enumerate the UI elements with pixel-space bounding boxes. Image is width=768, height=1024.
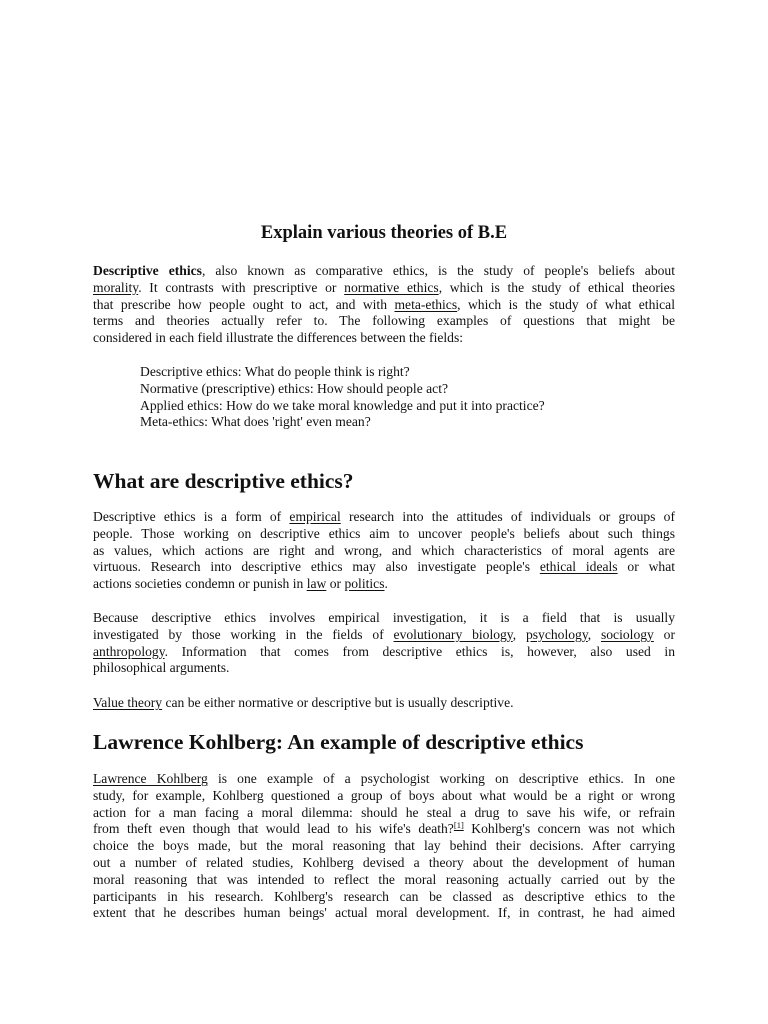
link-evolutionary-biology[interactable]: evolutionary biology bbox=[393, 626, 513, 642]
link-morality[interactable]: morality bbox=[93, 279, 139, 295]
link-lawrence-kohlberg[interactable]: Lawrence Kohlberg bbox=[93, 771, 208, 786]
list-item: Meta-ethics: What does 'right' even mean? bbox=[140, 414, 371, 430]
list-item: Descriptive ethics: What do people think is right? bbox=[140, 364, 410, 379]
link-value-theory[interactable]: Value theory bbox=[93, 695, 163, 710]
link-empirical[interactable]: empirical bbox=[289, 509, 341, 524]
link-ethical-ideals[interactable]: ethical ideals bbox=[539, 559, 618, 575]
document-title: Explain various theories of B.E bbox=[260, 223, 508, 243]
paragraph-value-theory: Value theory can be either normative or descriptive but is usually descriptive. bbox=[93, 695, 514, 710]
link-politics[interactable]: politics bbox=[344, 576, 385, 592]
paragraph-kohlberg: Lawrence Kohlberg is one example of a psychologist working on descriptive ethics. In one study, for example, Kohlberg questioned a group of boys about what would be a right or wrong action for a man facing a moral dilemma: should he steal a drug to save his wife, or refrain from theft even though that would lead to his wife's death?[1] Kohlberg's concern was not which choice the boys made, but the moral reasoning that lay behind their decisions. After carrying out a number of related studies, Kohlberg devised a theory about the development of human moral reasoning that was intended to reflect the moral reasoning actually carried out by the participants in his research. Kohlberg's research can be classed as descriptive ethics to the extent that he describes human beings' actual moral development. If, in contrast, he had aimed bbox=[93, 771, 676, 921]
term-descriptive-ethics: Descriptive ethics bbox=[93, 263, 202, 278]
paragraph-what: Descriptive ethics is a form of empirical research into the attitudes of individuals or groups of people. Those working on descriptive ethics aim to uncover people's beliefs about such things as values, which actions are right and wrong, and which characteristics of moral agents are virtuous. Research into descriptive ethics may also investigate people's ethical ideals or what actions societies condemn or punish in law or politics. bbox=[93, 509, 676, 592]
link-sociology[interactable]: sociology bbox=[600, 626, 654, 642]
link-law[interactable]: law bbox=[306, 576, 327, 592]
list-item: Applied ethics: How do we take moral knowledge and put it into practice? bbox=[140, 397, 545, 413]
link-normative-ethics[interactable]: normative ethics bbox=[344, 279, 439, 295]
link-psychology[interactable]: psychology bbox=[525, 626, 588, 642]
examples-list bbox=[140, 364, 545, 431]
footnote-link[interactable]: [1] bbox=[453, 820, 464, 831]
intro-paragraph: Descriptive ethics, also known as comparative ethics, is the study of people's beliefs about morality. It contrasts with prescriptive or normative ethics, which is the study of ethical theories that prescribe how people ought to act, and with meta-ethics, which is the study of what ethical terms and theories actually refer to. The following examples of questions that might be considered in each field illustrate the differences between the fields: bbox=[93, 263, 676, 346]
heading-lawrence-kohlberg: Lawrence Kohlberg: An example of descriptive ethics bbox=[93, 730, 584, 754]
list-item: Normative (prescriptive) ethics: How should people act? bbox=[140, 380, 449, 396]
paragraph-because: Because descriptive ethics involves empirical investigation, it is a field that is usually investigated by those working in the fields of evolutionary biology, psychology, sociology or anthropology. Information that comes from descriptive ethics is, however, also used in philosophical arguments. bbox=[93, 610, 675, 676]
link-anthropology[interactable]: anthropology bbox=[93, 643, 165, 659]
link-meta-ethics[interactable]: meta-ethics bbox=[394, 296, 458, 312]
heading-what-are-descriptive-ethics: What are descriptive ethics? bbox=[93, 469, 354, 493]
